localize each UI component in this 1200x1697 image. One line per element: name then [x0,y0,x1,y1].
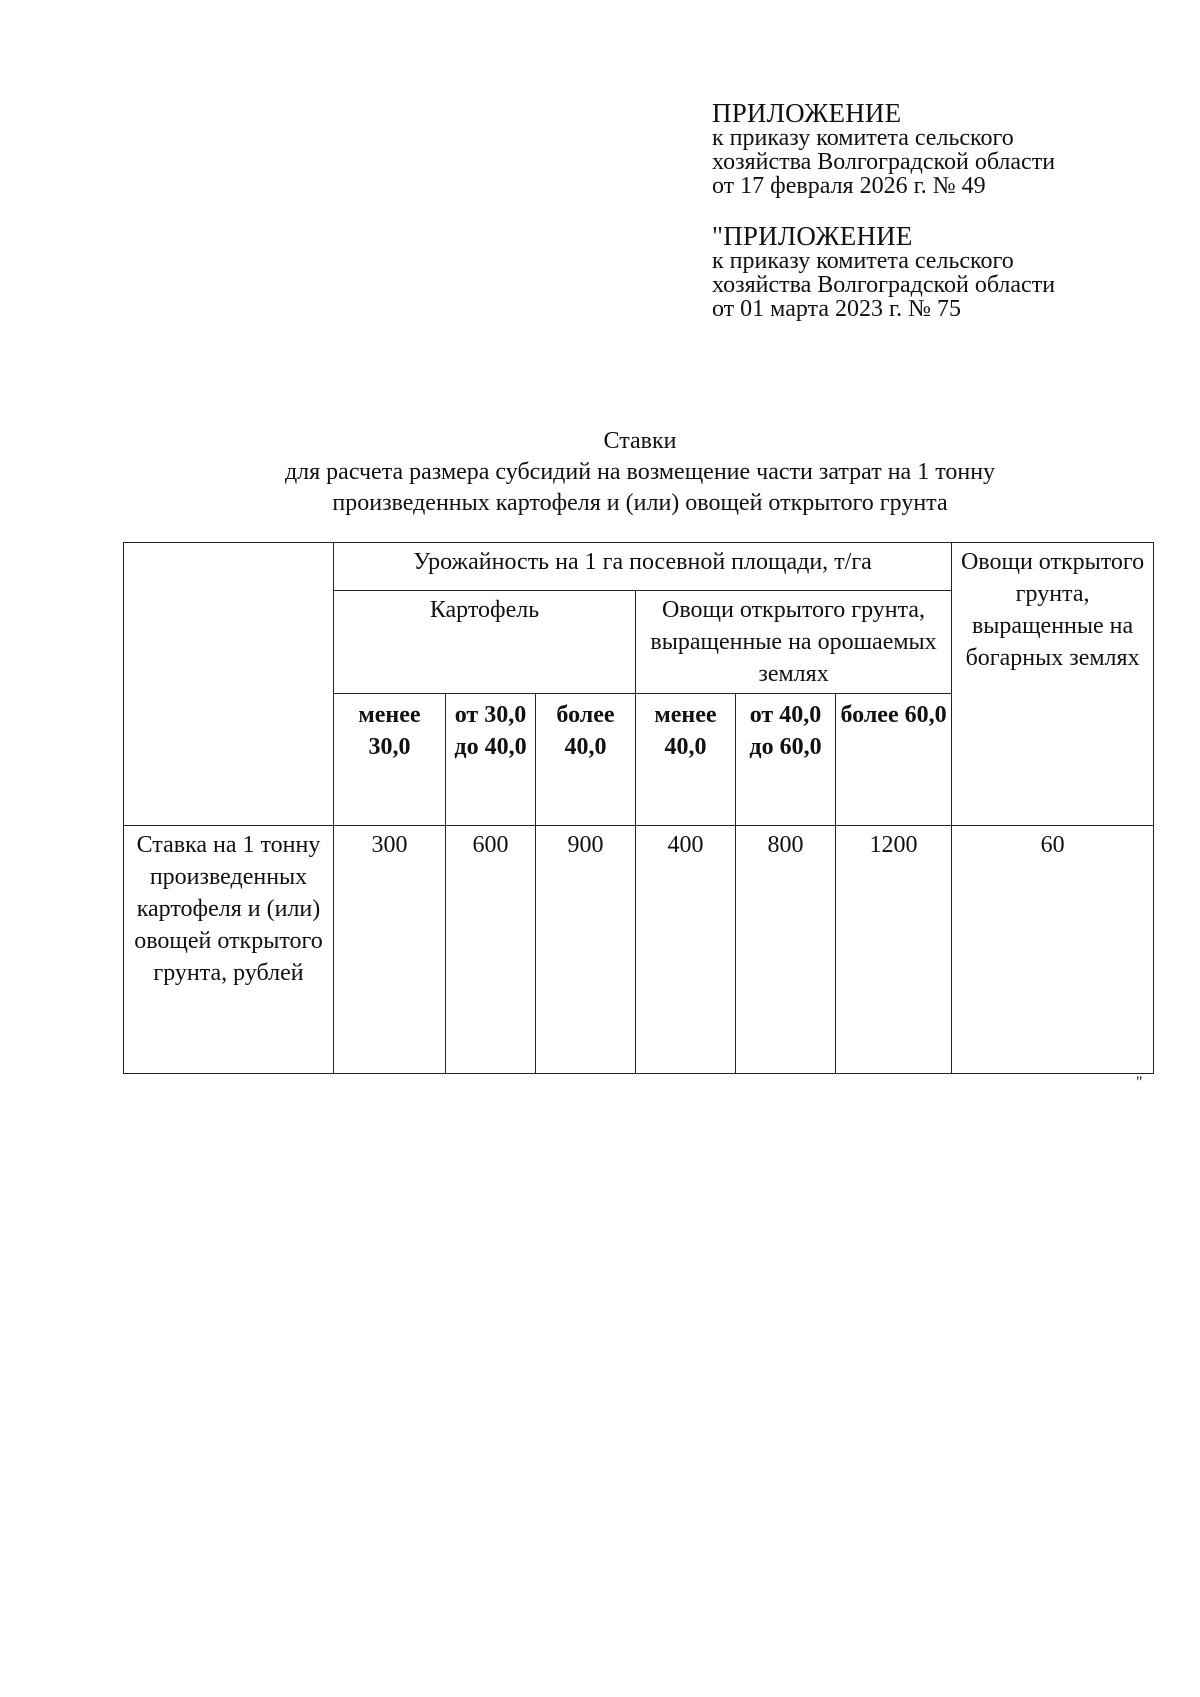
annex-committee-line: хозяйства Волгоградской области [712,149,1056,175]
rate-value: 1200 [836,826,952,1074]
rate-value: 300 [334,826,446,1074]
range-header: менее 30,0 [334,694,446,826]
range-header: более 60,0 [836,694,952,826]
rates-table [123,542,1154,1074]
rainfed-vegetables-header: Овощи открытого грунта, выращенные на богарных землях [952,543,1154,826]
range-header: от 40,0 до 60,0 [736,694,836,826]
annex-date-line: от 01 марта 2023 г. № 75 [712,296,961,322]
range-header: от 30,0 до 40,0 [446,694,536,826]
annex-committee-line: хозяйства Волгоградской области [712,272,1056,298]
annex-order-line: к приказу комитета сельского [712,125,1014,151]
irrigated-vegetables-header: Овощи открытого грунта, выращенные на орошаемых землях [636,591,952,694]
annex-title: ПРИЛОЖЕНИЕ [712,98,902,128]
heading-subtitle-line2: произведенных картофеля и (или) овощей открытого грунта [332,490,948,516]
annex-header-previous [712,223,1172,321]
rate-value: 60 [952,826,1154,1074]
annex-order-line: к приказу комитета сельского [712,248,1014,274]
rate-value: 800 [736,826,836,1074]
rate-value: 600 [446,826,536,1074]
rate-value: 900 [536,826,636,1074]
heading-subtitle-line1: для расчета размера субсидий на возмещение части затрат на 1 тонну [284,459,996,485]
empty-corner-cell [124,543,334,826]
heading-title: Ставки [603,428,677,454]
range-header: менее 40,0 [636,694,736,826]
document-heading [120,426,1160,519]
potato-header: Картофель [334,591,636,694]
closing-quote-mark: " [1136,1074,1143,1091]
rate-value: 400 [636,826,736,1074]
annex-date-line: от 17 февраля 2026 г. № 49 [712,173,986,199]
yield-group-header: Урожайность на 1 га посевной площади, т/га [334,543,952,591]
row-label: Ставка на 1 тонну произведенных картофеля и (или) овощей открытого грунта, рублей [124,826,334,1074]
annex-title: "ПРИЛОЖЕНИЕ [712,221,913,251]
annex-header-current [712,100,1172,198]
range-header: более 40,0 [536,694,636,826]
